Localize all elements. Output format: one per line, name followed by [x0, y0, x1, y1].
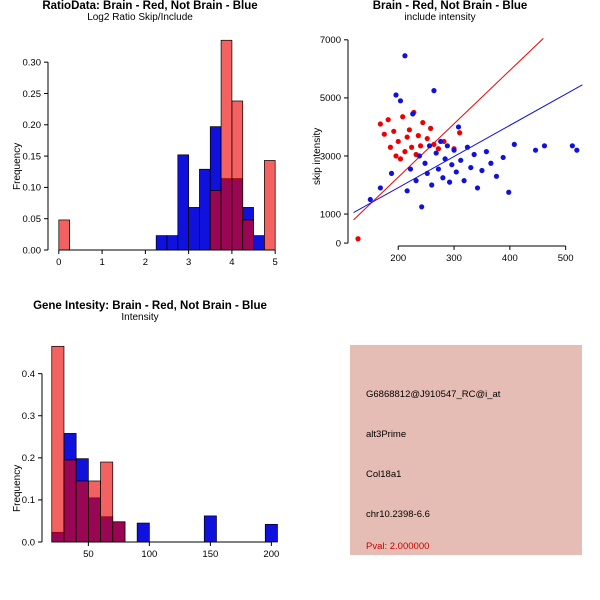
- histogram-bar: [113, 522, 125, 542]
- y-tick-label: 0.0: [21, 537, 35, 549]
- scatter-point: [428, 126, 433, 131]
- scatter-point: [501, 155, 506, 160]
- scatter-point: [436, 166, 441, 171]
- scatter-point: [443, 156, 448, 161]
- scatter-point: [506, 190, 511, 195]
- scatter-point: [494, 174, 499, 179]
- scatter-point: [479, 168, 484, 173]
- scatter-point: [386, 117, 391, 122]
- scatter-point: [389, 171, 394, 176]
- y-tick-label: 1000: [319, 209, 341, 221]
- ratio-histogram-plot: [0, 22, 300, 292]
- histogram-bar: [59, 220, 70, 250]
- scatter-point: [570, 143, 575, 148]
- scatter-point: [434, 150, 439, 155]
- histogram-bar: [232, 101, 243, 250]
- histogram-bar: [76, 481, 88, 542]
- y-tick-label: 0.00: [22, 245, 41, 257]
- scatter-point: [488, 161, 493, 166]
- regression-line: [354, 38, 544, 220]
- y-tick-label: 0.25: [22, 88, 41, 100]
- scatter-point: [454, 169, 459, 174]
- histogram-bar: [204, 516, 216, 542]
- histogram-bar: [64, 460, 76, 542]
- histogram-bar: [210, 191, 221, 250]
- info-line-gene-symbol: Col18a1: [366, 469, 402, 480]
- scatter-point: [533, 148, 538, 153]
- scatter-point: [405, 188, 410, 193]
- gene-intensity-xlabel: Intensity: [121, 312, 159, 323]
- scatter-point: [368, 197, 373, 202]
- y-tick-label: 0: [335, 238, 341, 250]
- ratio-histogram-title: RatioData: Brain - Red, Not Brain - Blue: [42, 0, 258, 12]
- scatter-point: [393, 153, 398, 158]
- scatter-point: [355, 236, 360, 241]
- histogram-bar: [264, 160, 275, 250]
- y-tick-label: 3000: [319, 151, 341, 163]
- y-tick-label: 0.05: [22, 213, 41, 225]
- scatter-point: [425, 136, 430, 141]
- scatter-point: [512, 142, 517, 147]
- gene-intensity-plot: [0, 330, 300, 582]
- x-tick-label: 150: [202, 549, 219, 560]
- gene-info-panel: [350, 345, 582, 555]
- scatter-point: [429, 182, 434, 187]
- scatter-point: [457, 130, 462, 135]
- y-tick-label: 5000: [319, 93, 341, 105]
- scatter-point: [410, 111, 415, 116]
- histogram-bar: [101, 462, 113, 542]
- y-tick-label: 7000: [319, 35, 341, 47]
- info-line-probeset: G6868812@J910547_RC@i_at: [366, 389, 501, 400]
- scatter-point: [574, 148, 579, 153]
- scatter-point: [438, 139, 443, 144]
- scatter-point: [388, 145, 393, 150]
- scatter-point: [472, 152, 477, 157]
- scatter-point: [402, 149, 407, 154]
- scatter-point: [468, 165, 473, 170]
- scatter-point: [396, 139, 401, 144]
- scatter-point: [425, 171, 430, 176]
- scatter-point: [449, 162, 454, 167]
- info-line-locus: chr10.2398-6.6: [366, 509, 430, 520]
- scatter-point: [458, 158, 463, 163]
- ratio-histogram-panel: [0, 0, 300, 300]
- scatter-point: [391, 129, 396, 134]
- scatter-point: [378, 121, 383, 126]
- x-tick-label: 2: [142, 257, 149, 268]
- y-tick-label: 0.4: [21, 368, 35, 380]
- scatter-point: [484, 149, 489, 154]
- x-tick-label: 500: [557, 253, 574, 264]
- scatter-point: [402, 53, 407, 58]
- histogram-bar: [265, 524, 277, 542]
- scatter-point: [419, 204, 424, 209]
- x-tick-label: 200: [390, 253, 407, 264]
- scatter-point: [440, 175, 445, 180]
- y-tick-label: 0.2: [21, 453, 35, 465]
- scatter-point: [427, 143, 432, 148]
- y-tick-label: 0.1: [21, 495, 35, 507]
- histogram-bar: [254, 236, 265, 250]
- scatter-point: [465, 145, 470, 150]
- x-tick-label: 400: [501, 253, 518, 264]
- scatter-point: [451, 148, 456, 153]
- histogram-bar: [178, 155, 189, 250]
- x-tick-label: 5: [272, 257, 278, 268]
- intensity-scatter-plot: [300, 22, 600, 292]
- y-tick-label: 0.10: [22, 182, 41, 194]
- scatter-point: [431, 142, 436, 147]
- scatter-point: [447, 180, 452, 185]
- gene-intensity-title: Gene Intesity: Brain - Red, Not Brain - Blue: [33, 300, 267, 312]
- scatter-point: [393, 92, 398, 97]
- intensity-scatter-xlabel: include intensity: [404, 12, 476, 23]
- x-tick-label: 4: [229, 257, 235, 268]
- scatter-point: [418, 143, 423, 148]
- x-tick-label: 100: [141, 549, 158, 560]
- histogram-bar: [189, 207, 200, 250]
- y-tick-label: 0.15: [22, 151, 41, 163]
- scatter-point: [409, 145, 414, 150]
- intensity-scatter-panel: [300, 0, 600, 300]
- scatter-point: [405, 134, 410, 139]
- scatter-point: [378, 185, 383, 190]
- ratio-histogram-ylabel: Frequency: [12, 142, 23, 190]
- scatter-point: [400, 114, 405, 119]
- histogram-bar: [199, 169, 210, 250]
- gene-intensity-ylabel: Frequency: [12, 464, 23, 512]
- scatter-point: [416, 133, 421, 138]
- intensity-scatter-title: Brain - Red, Not Brain - Blue: [372, 0, 528, 12]
- y-tick-label: 0.20: [22, 120, 41, 132]
- scatter-point: [456, 124, 461, 129]
- scatter-point: [420, 120, 425, 125]
- scatter-point: [413, 178, 418, 183]
- x-tick-label: 200: [263, 549, 280, 560]
- x-tick-label: 3: [185, 257, 192, 268]
- x-tick-label: 0: [56, 257, 62, 268]
- histogram-bar: [88, 481, 100, 542]
- histogram-bar: [221, 40, 232, 250]
- intensity-scatter-ylabel: skip intensity: [312, 127, 323, 185]
- histogram-bar: [243, 220, 254, 250]
- histogram-bar: [167, 236, 178, 250]
- scatter-point: [475, 185, 480, 190]
- scatter-point: [445, 143, 450, 148]
- info-line-event-type: alt3Prime: [366, 429, 407, 440]
- info-line-pval: Pval: 2.000000: [366, 541, 430, 552]
- y-tick-label: 0.30: [22, 57, 41, 69]
- histogram-bar: [137, 523, 149, 542]
- histogram-bar: [156, 236, 167, 250]
- scatter-point: [461, 178, 466, 183]
- scatter-point: [431, 88, 436, 93]
- x-tick-label: 1: [99, 257, 105, 268]
- scatter-point: [417, 153, 422, 158]
- scatter-point: [408, 166, 413, 171]
- y-tick-label: 0.3: [21, 411, 35, 423]
- gene-intensity-panel: [0, 300, 300, 600]
- x-tick-label: 50: [83, 549, 94, 560]
- scatter-point: [422, 161, 427, 166]
- x-tick-label: 300: [446, 253, 462, 264]
- ratio-histogram-xlabel: Log2 Ratio Skip/Include: [87, 12, 193, 23]
- scatter-point: [542, 143, 547, 148]
- scatter-point: [398, 98, 403, 103]
- scatter-point: [407, 127, 412, 132]
- scatter-point: [382, 132, 387, 137]
- scatter-point: [398, 156, 403, 161]
- histogram-bar: [52, 346, 64, 542]
